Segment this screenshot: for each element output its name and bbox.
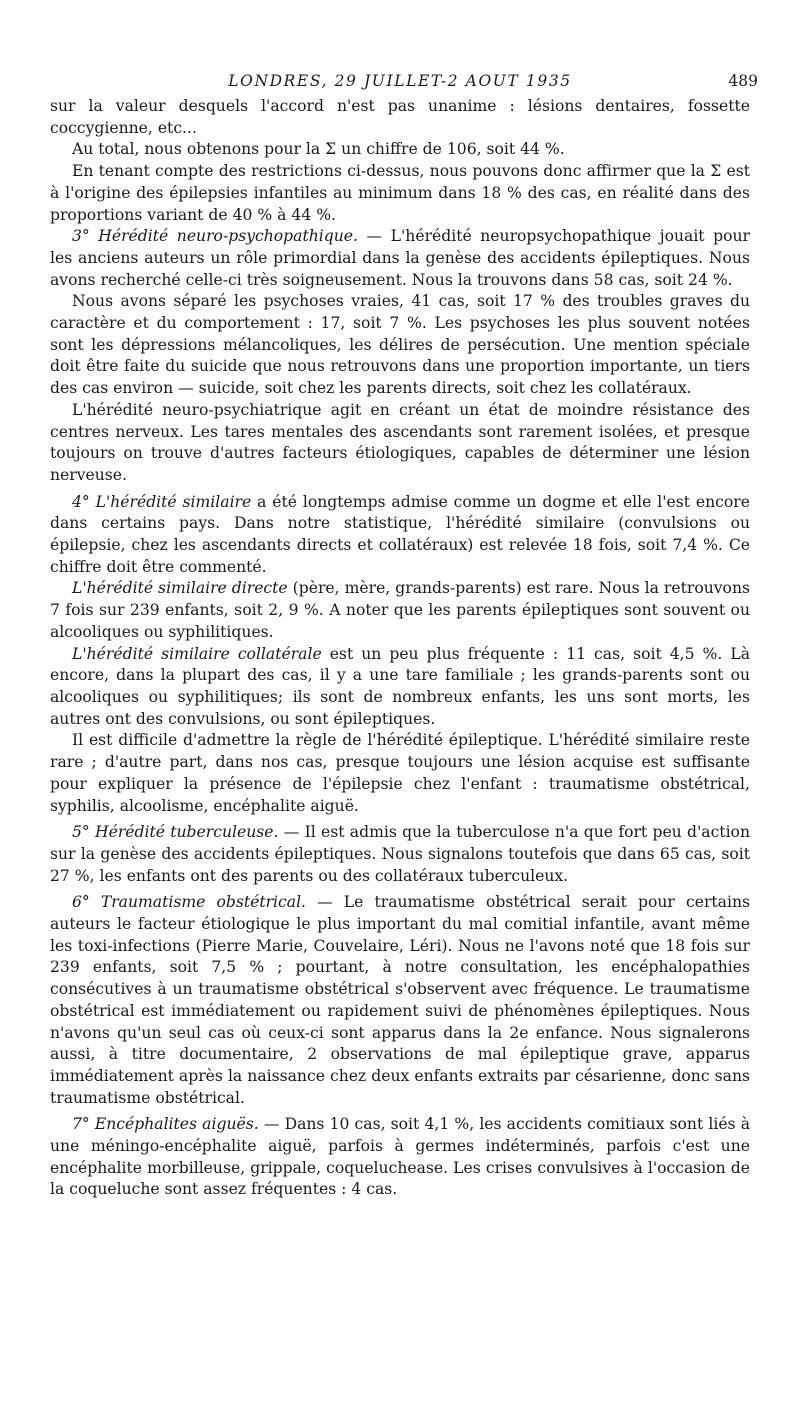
paragraph-text: est un peu plus fréquente : 11 cas, soit 4,5 %. Là encore, dans la plupart des cas, il y a une tare familiale ; les grands-parents sont ou alcooliques ou syphilitiques; ils sont de nombreux enfants, les uns sont morts, les autres ont des convulsions, ou sont épileptiques. <box>50 644 750 728</box>
section-heading: 4° L'hérédité similaire <box>72 492 252 511</box>
page-number: 489 <box>728 72 758 90</box>
paragraph-text: — Il est admis que la tuberculose n'a que fort peu d'action sur la genèse des accidents épileptiques. Nous signalons toutefois que dans 65 cas, soit 27 %, les enfants ont des parents ou des collatéraux tuberculeux. <box>50 823 750 885</box>
paragraph-text: L'hérédité neuro-psychiatrique agit en créant un état de moindre résistance des centres nerveux. Les tares mentales des ascendants sont rarement isolées, et presque toujours on trouve d'autres facteurs étiologiques, capables de déterminer une lésion nerveuse. <box>50 400 750 484</box>
paragraph-text: Il est difficile d'admettre la règle de l'hérédité épileptique. L'hérédité similaire reste rare ; d'autre part, dans nos cas, presque toujours une lésion acquise est suffisante pour expliquer la présence de l'épilepsie chez l'enfant : traumatisme obstétrical, syphilis, alcoolisme, encéphalite aiguë. <box>50 731 750 815</box>
section-heading: L'hérédité similaire directe <box>72 579 288 598</box>
section-heading: 7° Encéphalites aiguës. <box>72 1115 259 1134</box>
paragraph-text: — L'hérédité neuropsychopathique jouait pour les anciens auteurs un rôle primordial dans la genèse des accidents épileptiques. Nous avons recherché celle-ci très soigneusement. Nous la trouvons dans 58 cas, soit 24 %. <box>50 227 750 289</box>
paragraph <box>50 644 750 731</box>
paragraph <box>50 226 750 291</box>
paragraph <box>50 400 750 487</box>
body-text <box>50 96 750 1201</box>
paragraph-text: a été longtemps admise comme un dogme et elle l'est encore dans certains pays. Dans notre statistique, l'hérédité similaire (convulsions ou épilepsie, chez les ascendants directs et collatéraux) est relevée 18 fois, soit 7,4 %. Ce chiffre doit être commenté. <box>50 492 750 576</box>
paragraph <box>50 1114 750 1201</box>
section-heading: 3° Hérédité neuro-psychopathique. <box>72 227 358 246</box>
paragraph-text: — Dans 10 cas, soit 4,1 %, les accidents comitiaux sont liés à une méningo-encéphalite aiguë, parfois à germes indéterminés, parfois c'est une encéphalite morbilleuse, grippale, coqueluchease. Les crises convulsives à l'occasion de la coqueluche sont assez fréquentes : 4 cas. <box>50 1115 751 1199</box>
section-heading: L'hérédité similaire collatérale <box>72 644 322 663</box>
running-head: LONDRES, 29 JUILLET-2 AOUT 1935 <box>228 72 572 90</box>
paragraph-text: sur la valeur desquels l'accord n'est pas unanime : lésions dentaires, fossette coccygienne, etc... <box>50 97 750 137</box>
paragraph-text: Au total, nous obtenons pour la Σ un chiffre de 106, soit 44 %. <box>72 140 565 159</box>
page-header <box>0 72 800 96</box>
paragraph-text: En tenant compte des restrictions ci-dessus, nous pouvons donc affirmer que la Σ est à l'origine des épilepsies infantiles au minimum dans 18 % des cas, en réalité dans des proportions variant de 40 % à 44 %. <box>50 162 750 224</box>
paragraph-text: (père, mère, grands-parents) est rare. Nous la retrouvons 7 fois sur 239 enfants, soit 2, 9 %. A noter que les parents épileptiques sont souvent ou alcooliques ou syphilitiques. <box>50 579 750 641</box>
paragraph <box>50 96 750 139</box>
paragraph <box>50 892 750 1109</box>
paragraph <box>50 492 750 579</box>
paragraph-text: Nous avons séparé les psychoses vraies, 41 cas, soit 17 % des troubles graves du caractère et du comportement : 17, soit 7 %. Les psychoses les plus souvent notées sont les dépressions mélancoliques, les délires de persécution. Une mention spéciale doit être faite du suicide que nous retrouvons dans une proportion importante, un tiers des cas environ — suicide, soit chez les parents directs, soit chez les collatéraux. <box>50 292 750 398</box>
section-heading: 6° Traumatisme obstétrical. <box>72 893 307 912</box>
paragraph <box>50 822 750 887</box>
paragraph-text: — Le traumatisme obstétrical serait pour certains auteurs le facteur étiologique le plus important du mal comitial infantile, avant même les toxi-infections (Pierre Marie, Couvelaire, Léri). Nous ne l'avons noté que 18 fois sur 239 enfants, soit 7,5 % ; pourtant, à notre consultation, les encéphalopathies consécutives à un traumatisme obstétrical s'observent avec fréquence. Le traumatisme obstétrical est immédiatement ou rapidement suivi de phénomènes épileptiques. Nous n'avons qu'un seul cas où ceux-ci sont apparus dans la 2e enfance. Nous signalerons aussi, à titre documentaire, 2 observations de mal épileptique grave, apparus immédiatement après la naissance chez deux enfants extraits par césarienne, donc sans traumatisme obstétrical. <box>50 893 750 1107</box>
paragraph <box>50 291 750 400</box>
paragraph <box>50 578 750 643</box>
paragraph <box>50 161 750 226</box>
section-heading: 5° Hérédité tuberculeuse. <box>72 823 279 842</box>
paragraph <box>50 139 750 161</box>
paragraph <box>50 730 750 817</box>
